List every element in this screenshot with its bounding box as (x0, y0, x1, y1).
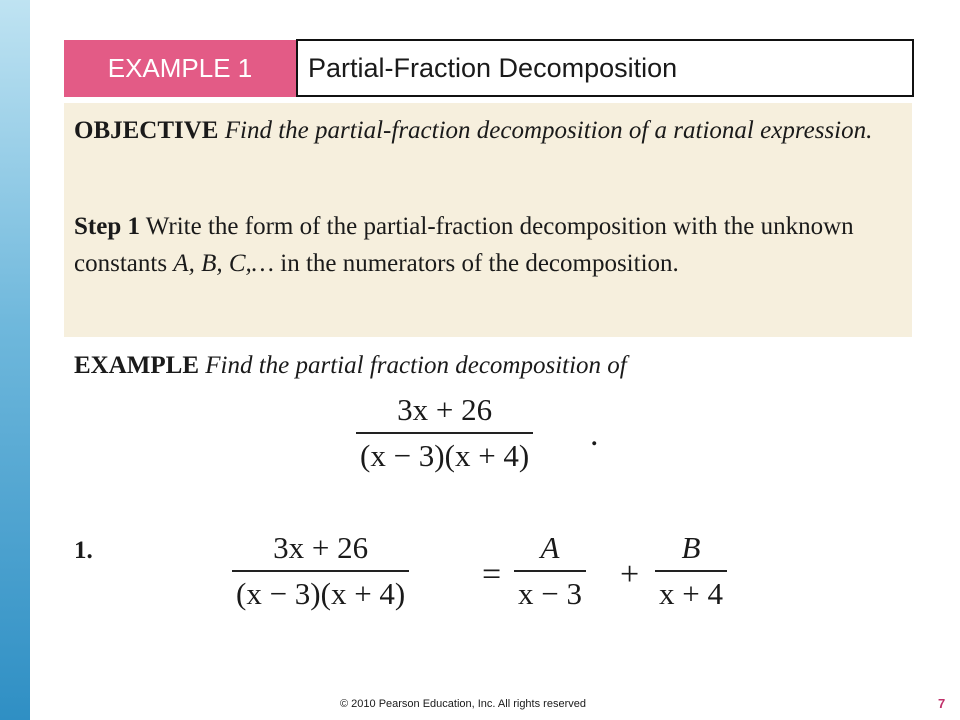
lhs-fraction (232, 530, 409, 612)
objective-text (74, 112, 904, 149)
example-text (74, 347, 627, 384)
lhs-denominator: (x − 3)(x + 4) (236, 575, 406, 611)
given-denominator: (x − 3)(x + 4) (360, 437, 530, 473)
equals-sign: = (482, 556, 502, 593)
given-fraction (356, 392, 533, 474)
term-1-denominator: x − 3 (518, 575, 582, 611)
sidebar-gradient (0, 0, 30, 720)
term-2-numerator: B (681, 530, 701, 565)
given-numerator: 3x + 26 (397, 392, 493, 427)
example-tab: EXAMPLE 1 (64, 40, 296, 97)
copyright-footer: © 2010 Pearson Education, Inc. All rights reserved (340, 698, 586, 710)
example-label: EXAMPLE (74, 352, 199, 379)
step-1-label: Step 1 (74, 213, 140, 240)
page-number: 7 (938, 696, 946, 711)
term-1-numerator: A (540, 530, 560, 565)
lhs-numerator: 3x + 26 (273, 530, 369, 565)
plus-sign: + (620, 556, 640, 593)
objective-label: OBJECTIVE (74, 117, 219, 144)
solution-number: 1. (74, 537, 93, 564)
given-period: . (590, 416, 599, 453)
example-body: Find the partial fraction decomposition of (205, 352, 627, 379)
step-1-text (74, 208, 904, 282)
term-1-fraction (514, 530, 586, 612)
step-1-body-end: in the numerators of the decomposition. (280, 250, 679, 277)
slide-title: Partial-Fraction Decomposition (296, 39, 914, 97)
objective-body: Find the partial-fraction decomposition of a rational expression. (224, 117, 873, 144)
term-2-denominator: x + 4 (659, 575, 723, 611)
step-1-constants: A, B, C,… (173, 250, 274, 277)
term-2-fraction (655, 530, 727, 612)
step-1-body-start: Write the form of the partial-fraction decomposition with the unknown constants (74, 213, 854, 277)
